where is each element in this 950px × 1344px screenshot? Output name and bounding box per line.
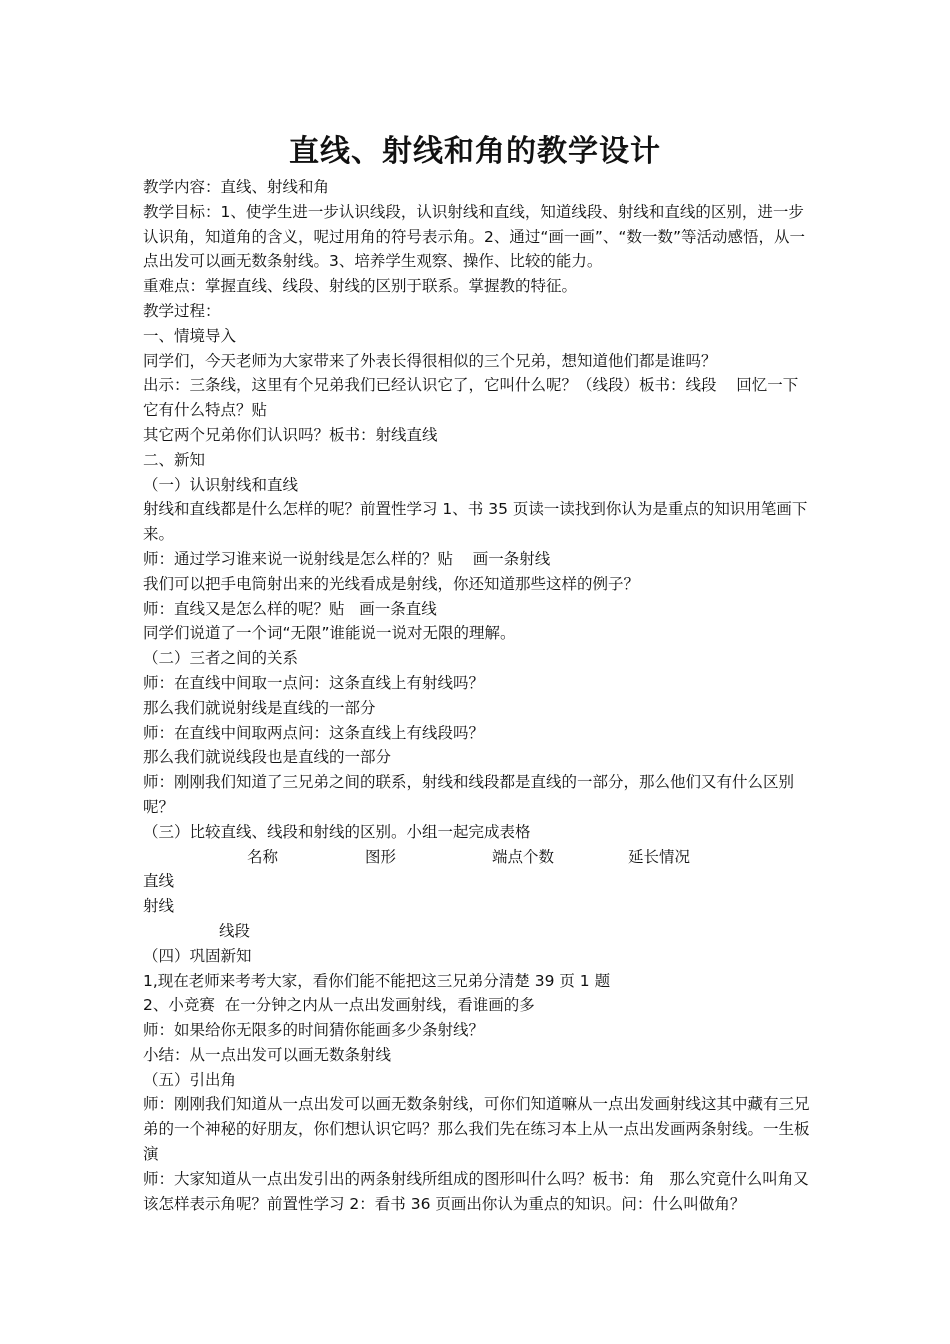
paragraph: 2、小竞赛 在一分钟之内从一点出发画射线，看谁画的多: [143, 996, 535, 1015]
table-header-extension: 延长情况: [628, 847, 691, 866]
subsection-heading: （一）认识射线和直线: [143, 475, 299, 494]
document-body: [143, 175, 813, 1216]
paragraph: 小结：从一点出发可以画无数条射线: [143, 1045, 392, 1064]
paragraph: 我们可以把手电筒射出来的光线看成是射线，你还知道那些这样的例子？: [143, 574, 640, 593]
paragraph: 那么我们就说线段也是直线的一部分: [143, 748, 392, 767]
paragraph: 同学们说道了一个词“无限”谁能说一说对无限的理解。: [143, 624, 516, 643]
paragraph: 教学目标：1、使学生进一步认识线段，认识射线和直线，知道线段、射线和直线的区别，进一步认识角，知道角的含义，呢过用角的符号表示角。2、通过“画一画”、“数一数”等活动感悟，从一点出发可以画无数条射线。3、培养学生观察、操作、比较的能力。: [143, 202, 805, 271]
paragraph: 师：在直线中间取两点问：这条直线上有线段吗？: [143, 723, 485, 742]
section-heading: 二、新知: [143, 450, 206, 469]
paragraph: 教学内容：直线、射线和角: [143, 178, 330, 196]
comparison-table-header: [143, 845, 813, 870]
paragraph: 师：大家知道从一点出发引出的两条射线所组成的图形叫什么吗？板书：角 那么究竟什么叫角又该怎样表示角呢？前置性学习 2：看书 36 页画出你认为重点的知识。问：什么叫做角？: [143, 1169, 809, 1213]
section-heading: 一、情境导入: [143, 326, 237, 345]
table-row-label: 直线: [143, 872, 175, 891]
table-header-endpoints: 端点个数: [492, 847, 555, 866]
paragraph: 教学过程：: [143, 301, 221, 320]
paragraph: 师：通过学习谁来说一说射线是怎么样的？贴 画一条射线: [143, 549, 551, 568]
document-title: 直线、射线和角的教学设计: [289, 134, 661, 169]
table-row-label: 射线: [143, 897, 175, 916]
paragraph: 师：刚刚我们知道从一点出发可以画无数条射线，可你们知道嘛从一点出发画射线这其中藏有三兄弟的一个神秘的好朋友，你们想认识它吗？那么我们先在练习本上从一点出发画两条射线。一生板演: [143, 1095, 810, 1164]
paragraph: 重难点：掌握直线、线段、射线的区别于联系。掌握教的特征。: [143, 277, 578, 296]
subsection-heading: （二）三者之间的关系: [143, 649, 299, 668]
paragraph: 1,现在老师来考考大家，看你们能不能把这三兄弟分清楚 39 页 1 题: [143, 971, 611, 990]
paragraph: 其它两个兄弟你们认识吗？板书：射线直线: [143, 425, 438, 444]
paragraph: 射线和直线都是什么怎样的呢？前置性学习 1、书 35 页读一读找到你认为是重点的知识用笔画下来。: [143, 500, 808, 544]
table-row-label: 线段: [219, 921, 251, 940]
subsection-heading: （三）比较直线、线段和射线的区别。小组一起完成表格: [143, 822, 531, 841]
subsection-heading: （五）引出角: [143, 1070, 237, 1089]
table-header-shape: 图形: [365, 847, 397, 866]
paragraph: 出示：三条线，这里有个兄弟我们已经认识它了，它叫什么呢？（线段）板书：线段 回忆一下它有什么特点？贴: [143, 376, 799, 420]
paragraph: 同学们，今天老师为大家带来了外表长得很相似的三个兄弟，想知道他们都是谁吗？: [143, 351, 717, 370]
paragraph: 师：刚刚我们知道了三兄弟之间的联系，射线和线段都是直线的一部分，那么他们又有什么区别呢？: [143, 773, 795, 816]
table-header-name: 名称: [247, 847, 279, 866]
paragraph: 师：直线又是怎么样的呢？贴 画一条直线: [143, 599, 437, 618]
paragraph: 那么我们就说射线是直线的一部分: [143, 698, 376, 717]
subsection-heading: （四）巩固新知: [143, 946, 252, 965]
paragraph: 师：在直线中间取一点问：这条直线上有射线吗？: [143, 673, 485, 692]
paragraph: 师：如果给你无限多的时间猜你能画多少条射线？: [143, 1021, 485, 1040]
